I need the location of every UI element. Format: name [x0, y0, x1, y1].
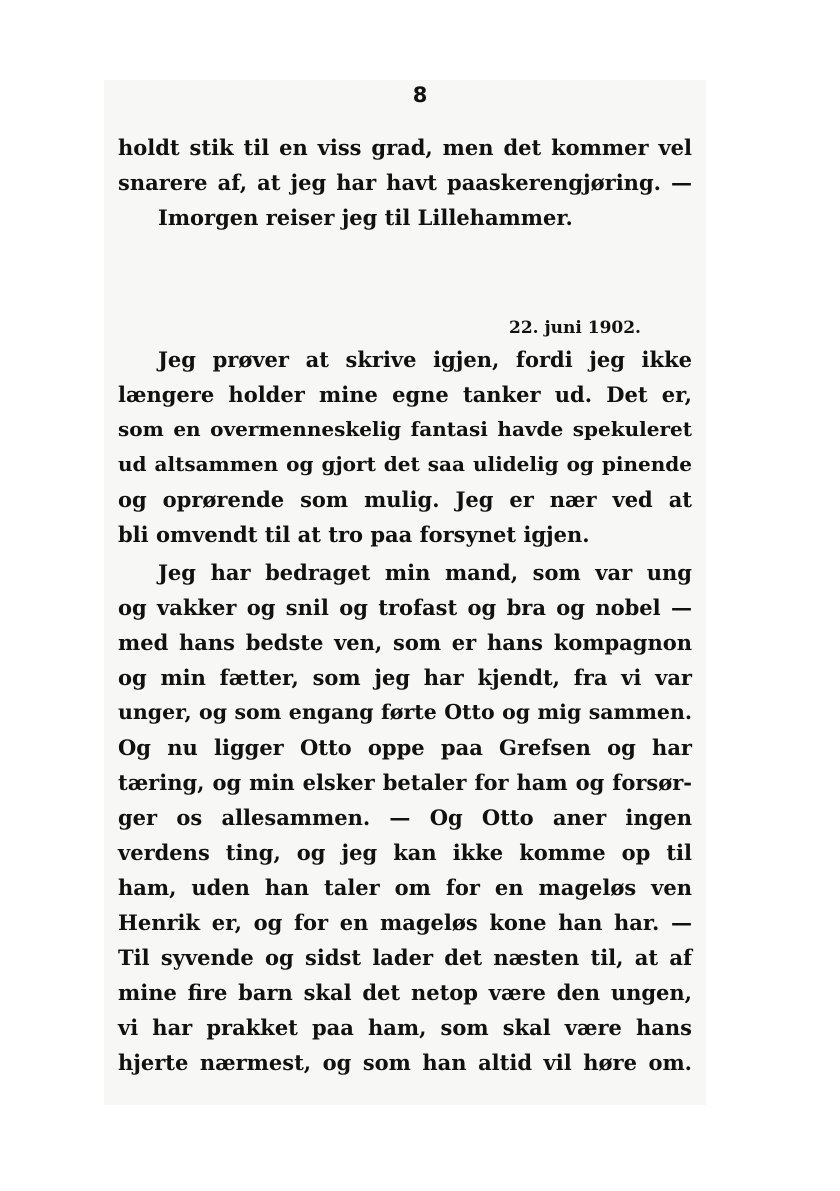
text-line: tæring, og min elsker betaler for ham og forsør- — [118, 770, 692, 795]
text-line: ud altsammen og gjort det saa ulidelig og pinende — [118, 452, 692, 476]
text-line: og min fætter, som jeg har kjendt, fra vi var — [118, 665, 692, 690]
text-line: længere holder mine egne tanker ud. Det er, — [118, 382, 692, 407]
text-line: unger, og som engang førte Otto og mig sammen. — [118, 700, 692, 724]
text-line: Til syvende og sidst lader det næsten til, at af — [118, 945, 692, 970]
text-line: mine fire barn skal det netop være den ungen, — [118, 980, 692, 1005]
text-line: snarere af, at jeg har havt paaskerengjøring. — — [118, 170, 692, 195]
text-line: Imorgen reiser jeg til Lillehammer. — [158, 205, 573, 230]
text-line: Og nu ligger Otto oppe paa Grefsen og har — [118, 735, 692, 760]
text-line: med hans bedste ven, som er hans kompagnon — [118, 630, 692, 655]
text-line: hjerte nærmest, og som han altid vil høre om. — [118, 1050, 692, 1075]
entry-paragraph-2 — [118, 555, 692, 1080]
top-paragraph — [118, 130, 692, 235]
text-line: og oprørende som mulig. Jeg er nær ved at — [118, 487, 692, 512]
text-line: ham, uden han taler om for en mageløs ven — [118, 875, 692, 900]
text-line: Jeg har bedraget min mand, som var ung — [158, 560, 692, 585]
entry-paragraph-1 — [118, 342, 692, 552]
text-line: som en overmenneskelig fantasi havde spekuleret — [118, 417, 692, 441]
text-line: og vakker og snil og trofast og bra og nobel — — [118, 595, 692, 620]
entry-date: 22. juni 1902. — [509, 318, 641, 338]
text-line: ger os allesammen. — Og Otto aner ingen — [118, 805, 692, 830]
text-line: bli omvendt til at tro paa forsynet igjen. — [118, 522, 590, 547]
text-line: vi har prakket paa ham, som skal være hans — [118, 1015, 692, 1040]
text-line: Henrik er, og for en mageløs kone han har. — — [118, 910, 692, 935]
page-number: 8 — [412, 83, 428, 107]
text-line: holdt stik til en viss grad, men det kommer vel — [118, 135, 692, 160]
text-line: Jeg prøver at skrive igjen, fordi jeg ikke — [158, 347, 692, 372]
text-line: verdens ting, og jeg kan ikke komme op til — [118, 840, 692, 865]
